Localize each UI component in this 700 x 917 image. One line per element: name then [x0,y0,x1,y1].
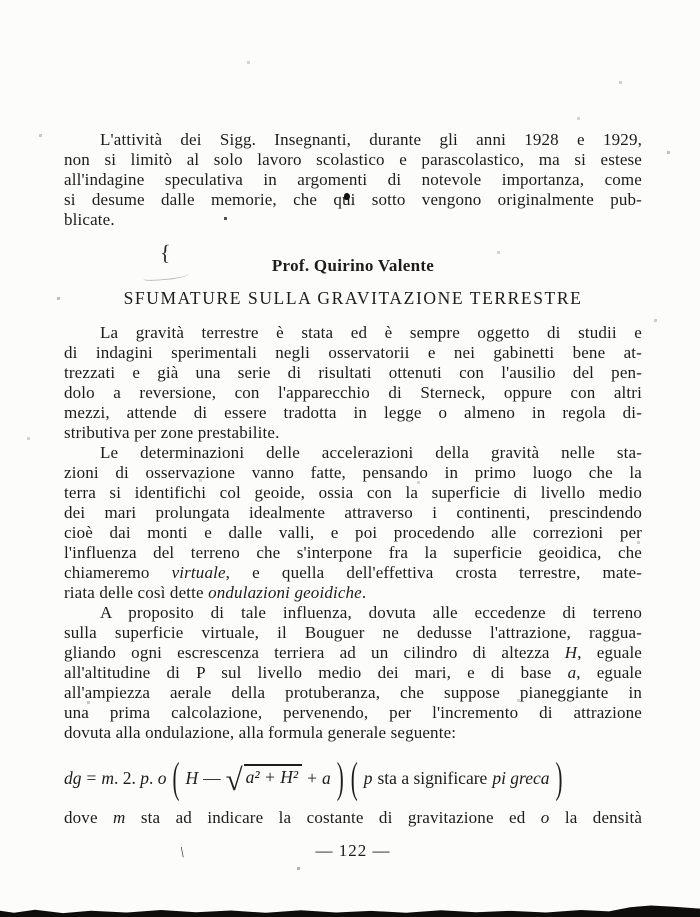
plus-sign: + [307,767,317,788]
brace-artifact: { [159,239,172,266]
text-line: non si limitò al solo lavoro scolastico e parascolastico, ma si estese [64,150,642,169]
paragraph-determinazioni [64,443,642,603]
text-line: si desume dalle memorie, che qui sotto vengono originalmente pub- [64,190,642,209]
text-line: riata delle così dette ondulazioni geoidiche. [64,583,367,602]
text-block [64,130,642,861]
radical-sign: √ [225,761,243,797]
text-line: dolo a reversione, con l'apparecchio di Sterneck, oppure con altri [64,383,642,402]
text-line: stributiva per zone prestabilite. [64,423,280,442]
open-paren: ( [350,752,358,802]
close-paren: ) [336,752,344,802]
text-line: blicate. [64,210,115,229]
text-line: La gravità terrestre è stata ed è sempre oggetto di studii e [100,323,642,342]
gravitation-formula [64,752,642,802]
author-heading: Prof. Quirino Valente [271,256,435,275]
page-number: — 122 — [315,841,391,860]
text-line: l'influenza del terreno che s'interpone fra la superficie geoidica, che [64,543,642,562]
text-line: mezzi, attende di essere tradotta in legge o almeno in regola di- [64,403,642,422]
text-line: all'altitudine di P sul livello medio dei mari, e di base a, eguale [64,663,642,682]
text-line: zioni di osservazione vanno fatte, pensando in primo luogo che la [64,463,642,482]
text-line: sulla superficie virtuale, il Bouguer ne dedusse l'attrazione, raggua- [64,623,642,642]
closing-line [64,808,642,828]
text-line: dei mari prolungata idealmente attraverso i continenti, prescindendo [64,503,642,522]
text-line: terra si identifichi col geoide, ossia con la superficie di livello medio [64,483,642,502]
formula-term-h: H [185,767,199,788]
formula-lhs: dg [64,767,82,788]
paragraph-bouguer [64,603,642,743]
text-line: dovuta alla ondulazione, alla formula generale seguente: [64,723,457,742]
radicand: a² + H² [244,764,302,788]
minus-sign: — [203,767,221,788]
text-line: Le determinazioni delle accelerazioni della gravità nelle sta- [100,443,642,462]
stray-mark-artifact: \ [178,844,186,862]
text-line: dove m sta ad indicare la costante di gravitazione ed o la densità [64,808,642,827]
annotation-text: sta a significare [377,767,488,788]
text-line: L'attività dei Sigg. Insegnanti, durante gli anni 1928 e 1929, [100,130,642,149]
article-title: SFUMATURE SULLA GRAVITAZIONE TERRESTRE [123,288,583,308]
text-line: trezzati e già una serie di risultati ottenuti con l'ausilio del pen- [64,363,642,382]
equals-sign: = [86,767,97,788]
paragraph-intro [64,130,642,230]
text-line: di indagini sperimentali negli osservatorii e nei gabinetti bene at- [64,343,642,362]
text-line: all'ampiezza aerale della protuberanza, che suppose pianeggiante in [64,683,642,702]
text-line: cioè dai monti e dalle valli, e poi procedendo alle correzioni per [64,523,642,542]
scan-noise-specks [0,0,1,1]
bottom-scan-edge [0,903,700,917]
annotation-var: p [363,767,373,788]
paragraph-gravita [64,323,642,443]
text-line: una prima calcolazione, pervenendo, per l'incremento di attrazione [64,703,642,722]
formula-coefficient: m. 2. p. o [101,767,167,788]
formula-term-a: a [322,767,331,788]
text-line: chiameremo virtuale, e quella dell'effettiva crosta terrestre, mate- [64,563,642,582]
annotation-pi-greca: pi greca [492,767,550,788]
text-line: all'indagine speculativa in argomenti di notevole importanza, come [64,170,642,189]
close-paren: ) [555,752,563,802]
text-line: A proposito di tale influenza, dovuta alle eccedenze di terreno [100,603,642,622]
open-paren: ( [172,752,180,802]
text-line: gliando ogni escrescenza terriera ad un cilindro di altezza H, eguale [64,643,642,662]
